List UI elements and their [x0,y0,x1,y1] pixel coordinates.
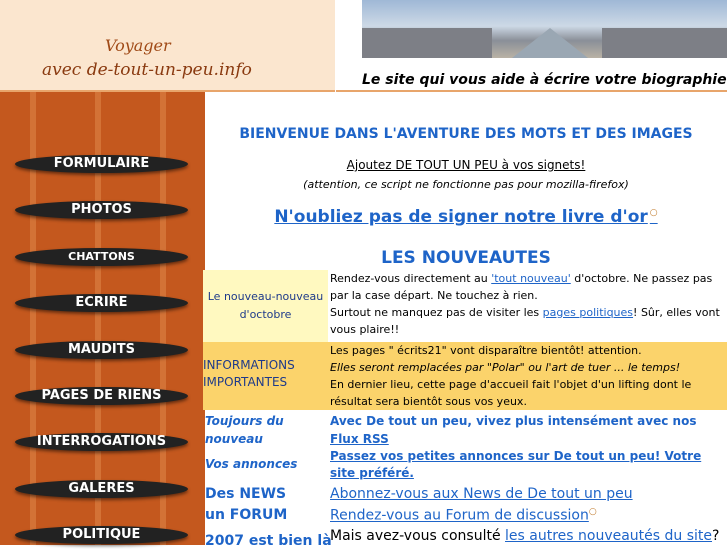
pages-politiques-link[interactable]: pages politiques [542,306,634,319]
nav-galeres-button[interactable]: GALERES [15,480,188,498]
annonces-link[interactable]: Passez vos petites annonces sur De tout un peu! Votre site préféré. [330,449,702,480]
text-line-italic: Elles seront remplacées par "Polar" ou l'art de tuer ... le temps! [330,361,681,374]
news-row-important [203,342,727,410]
more-news-text: Mais avez-vous consulté [330,528,506,544]
nav-photos-button[interactable]: PHOTOS [15,201,188,219]
news-subscribe-link[interactable]: Abonnez-vous aux News de De tout un peu [330,486,633,502]
forum-row [330,507,597,524]
nav-politique-button[interactable]: POLITIQUE [15,526,188,544]
guestbook-link[interactable] [205,207,727,227]
firefox-warning: (attention, ce script ne fonctionne pas pour mozilla-firefox) [303,178,629,191]
banner-pyramid [512,28,588,58]
flux-rss-link[interactable]: Flux RSS [330,432,389,446]
nav-maudits-button[interactable]: MAUDITS [15,341,188,359]
text-segment: d'octobre. Ne passez pas par la case départ. Ne touchez à rien. [330,272,713,302]
label-line-2: d'octobre [239,308,292,321]
header-divider [336,90,727,92]
banner-building-right [602,28,727,58]
label-line-1: Le nouveau-nouveau [207,290,324,303]
year-label: 2007 est bien là [205,533,332,549]
text-line: Les pages " écrits21" vont disparaître bientôt! attention. [330,344,642,357]
rss-label [205,412,284,448]
news-row-label [203,270,328,342]
news-row-october [203,270,727,342]
text-segment: Surtout ne manquez pas de visiter les [330,306,543,319]
forum-link[interactable]: Rendez-vous au Forum de discussion [330,507,589,524]
brand-line-1: Voyager [105,36,171,55]
rss-text [330,412,720,448]
more-news-end: ? [712,528,720,544]
add-bookmark-link[interactable]: Ajoutez DE TOUT UN PEU à vos signets! [346,158,586,172]
label-line-1: INFORMATIONS [203,358,295,372]
text-line: En dernier lieu, cette page d'accueil fait l'objet d'un lifting dont le résultat sera bientôt sous vos yeux. [330,378,692,408]
annonces-label: Vos annonces [205,457,298,471]
label-line-2: IMPORTANTES [203,375,288,389]
guestbook-link-text[interactable]: N'oubliez pas de signer notre livre d'or [274,207,648,227]
forum-label: un FORUM [205,507,288,523]
nav-pages-de-riens-button[interactable]: PAGES DE RIENS [15,387,188,405]
rss-text-segment: Avec De tout un peu, vivez plus intensément avec nos [330,414,697,428]
more-news-row [330,528,719,544]
nav-interrogations-button[interactable]: INTERROGATIONS [15,433,188,451]
news-row-text [330,342,727,410]
news-heading: LES NOUVEAUTES [381,248,551,268]
nav-formulaire-button[interactable]: FORMULAIRE [15,155,188,173]
text-segment: Rendez-vous directement au [330,272,492,285]
tout-nouveau-link[interactable]: 'tout nouveau' [491,272,571,285]
brand-line-2: avec de-tout-un-peu.info [42,60,252,80]
nav-chattons-button[interactable]: CHATTONS [15,248,188,266]
rss-label-line-1: Toujours du [205,414,284,428]
speech-bubble-icon: ○ [649,208,658,219]
news-row-text [330,270,727,338]
nav-ecrire-button[interactable]: ECRIRE [15,294,188,312]
more-news-link[interactable]: les autres nouveautés du site [505,528,713,544]
louvre-banner-image [362,0,727,58]
rss-label-line-2: nouveau [205,432,263,446]
speech-bubble-icon: ○ [588,507,597,517]
news-label: Des NEWS [205,486,287,502]
news-row-label [203,342,328,410]
site-logo[interactable] [0,0,335,92]
welcome-heading: BIENVENUE DANS L'AVENTURE DES MOTS ET DES IMAGES [239,126,693,142]
site-tagline: Le site qui vous aide à écrire votre biographie [362,72,727,88]
banner-building-left [362,28,492,58]
text-segment: ! Sûr, elles vont vous plaire!! [330,306,720,336]
